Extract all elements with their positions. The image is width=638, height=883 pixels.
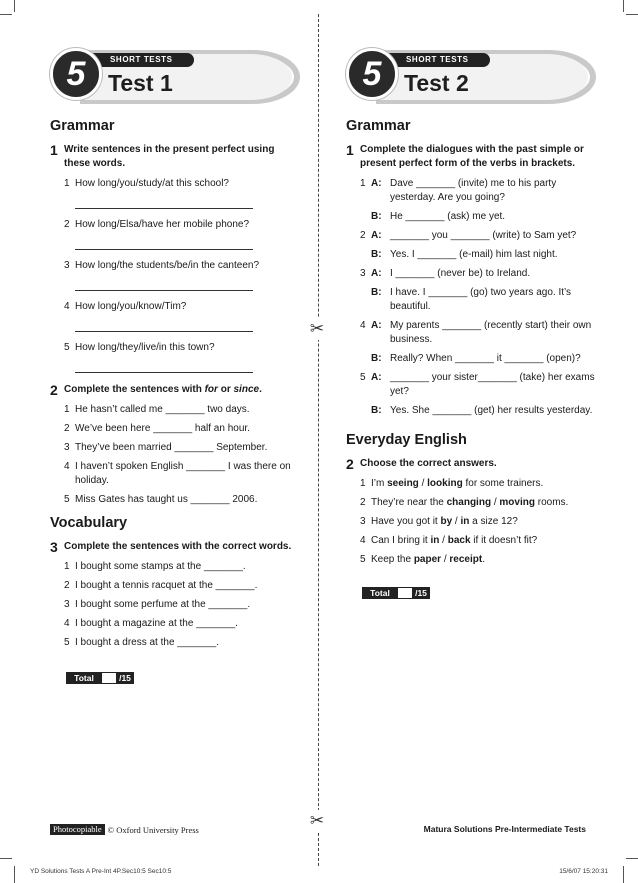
dialogue-line: B: Yes. She _______ (get) her results yesterday. bbox=[360, 404, 596, 418]
list-item: 3 How long/the students/be/in the canteen? bbox=[64, 259, 300, 295]
list-item: 4 I bought a magazine at the _______. bbox=[64, 617, 300, 631]
test-1-banner bbox=[50, 44, 300, 106]
exercise-1-instruction bbox=[346, 143, 596, 171]
instruction-text: Choose the correct answers. bbox=[360, 458, 497, 469]
exercise-3-items bbox=[50, 560, 300, 650]
exercise-2-instruction bbox=[346, 457, 596, 471]
answer-line[interactable] bbox=[75, 236, 253, 250]
total-score-box bbox=[362, 587, 596, 599]
question-text: They’ve been married _______ September. bbox=[75, 442, 268, 453]
option-a[interactable]: by bbox=[440, 516, 453, 527]
answer-line[interactable] bbox=[75, 195, 253, 209]
dialogue-line: 4 A: My parents _______ (recently start) their own business. bbox=[360, 319, 596, 347]
question-text: He hasn’t called me _______ two days. bbox=[75, 404, 250, 415]
dialogue-line: 3 A: I _______ (never be) to Ireland. bbox=[360, 267, 596, 281]
option-a[interactable]: paper bbox=[413, 554, 442, 565]
answer-line[interactable] bbox=[75, 318, 253, 332]
question-text: How long/they/live/in this town? bbox=[75, 342, 215, 353]
grammar-heading: Grammar bbox=[50, 118, 115, 134]
dialogue-line: 1 A: Dave _______ (invite) me to his party yesterday. Are you going? bbox=[360, 177, 596, 205]
exercise-2-instruction bbox=[50, 383, 300, 397]
test-1-column bbox=[50, 44, 300, 684]
list-item: 1 I’m seeing / looking for some trainers. bbox=[360, 477, 596, 491]
test-title: Test 1 bbox=[108, 70, 173, 96]
option-b[interactable]: back bbox=[447, 535, 471, 546]
question-text: I _______ (never be) to Ireland. bbox=[390, 268, 531, 279]
photocopiable-badge: Photocopiable bbox=[50, 824, 105, 835]
grammar-heading: Grammar bbox=[346, 118, 411, 134]
option-a[interactable]: changing bbox=[446, 497, 492, 508]
instruction-text: Complete the sentences with for or since. bbox=[64, 384, 262, 395]
cut-line bbox=[318, 14, 319, 866]
everyday-english-heading: Everyday English bbox=[346, 432, 467, 448]
exercise-3-instruction bbox=[50, 540, 300, 554]
exercise-number: 1 bbox=[50, 142, 58, 158]
total-label: Total bbox=[66, 672, 102, 684]
test-2-banner bbox=[346, 44, 596, 106]
list-item: 2 How long/Elsa/have her mobile phone? bbox=[64, 218, 300, 254]
exercise-number: 3 bbox=[50, 539, 58, 555]
question-text: Yes. I _______ (e-mail) him last night. bbox=[390, 249, 558, 260]
scissors-icon: ✂ bbox=[306, 810, 328, 832]
option-b[interactable]: receipt bbox=[449, 554, 483, 565]
vocabulary-heading: Vocabulary bbox=[50, 515, 128, 531]
question-text: I have. I _______ (go) two years ago. It’s beautiful. bbox=[390, 287, 572, 312]
question-text: I bought a tennis racquet at the _______. bbox=[75, 580, 258, 591]
question-text: My parents _______ (recently start) their own business. bbox=[390, 320, 592, 345]
crop-mark bbox=[626, 14, 638, 15]
list-item: 1 I bought some stamps at the _______. bbox=[64, 560, 300, 574]
test-2-column bbox=[346, 44, 596, 599]
list-item: 4 Can I bring it in / back if it doesn’t fit? bbox=[360, 534, 596, 548]
list-item: 3 Have you got it by / in a size 12? bbox=[360, 515, 596, 529]
option-b[interactable]: moving bbox=[499, 497, 535, 508]
question-text: I bought a magazine at the _______. bbox=[75, 618, 238, 629]
question-text: Miss Gates has taught us _______ 2006. bbox=[75, 494, 258, 505]
list-item: 2 We’ve been here _______ half an hour. bbox=[64, 422, 300, 436]
question-text: I haven’t spoken English _______ I was there on holiday. bbox=[75, 461, 291, 486]
exercise-2-items bbox=[346, 477, 596, 567]
question-text: _______ you _______ (write) to Sam yet? bbox=[390, 230, 577, 241]
question-text: _______ your sister_______ (take) her exams yet? bbox=[390, 372, 595, 397]
dialogue-line: 2 A: _______ you _______ (write) to Sam yet? bbox=[360, 229, 596, 243]
option-a[interactable]: in bbox=[430, 535, 440, 546]
crop-mark bbox=[0, 14, 12, 15]
dialogue-line: B: He _______ (ask) me yet. bbox=[360, 210, 596, 224]
answer-line[interactable] bbox=[75, 359, 253, 373]
question-text: I’m seeing / looking for some trainers. bbox=[371, 478, 544, 489]
instruction-text: Complete the sentences with the correct words. bbox=[64, 541, 292, 552]
crop-mark bbox=[623, 0, 624, 12]
print-slug-right: 15/6/07 15:20:31 bbox=[559, 868, 608, 875]
unit-number-badge: 5 bbox=[346, 48, 398, 100]
total-max: /15 bbox=[116, 672, 134, 684]
question-text: We’ve been here _______ half an hour. bbox=[75, 423, 250, 434]
question-text: I bought some perfume at the _______. bbox=[75, 599, 251, 610]
print-slug-left: YD Solutions Tests A Pre-Int 4P.Sec10:5 Sec10:5 bbox=[30, 868, 172, 875]
list-item: 5 Keep the paper / receipt. bbox=[360, 553, 596, 567]
dialogue-line: B: I have. I _______ (go) two years ago. It’s beautiful. bbox=[360, 286, 596, 314]
option-b[interactable]: looking bbox=[427, 478, 463, 489]
exercise-2-items bbox=[50, 403, 300, 507]
exercise-1-instruction bbox=[50, 143, 300, 171]
list-item: 3 I bought some perfume at the _______. bbox=[64, 598, 300, 612]
exercise-number: 1 bbox=[346, 142, 354, 158]
list-item: 1 He hasn’t called me _______ two days. bbox=[64, 403, 300, 417]
list-item: 5 How long/they/live/in this town? bbox=[64, 341, 300, 377]
option-b[interactable]: in bbox=[460, 516, 470, 527]
footer-book-title: Matura Solutions Pre-Intermediate Tests bbox=[423, 824, 586, 834]
crop-mark bbox=[14, 0, 15, 12]
question-text: How long/you/know/Tim? bbox=[75, 301, 187, 312]
short-tests-label: SHORT TESTS bbox=[384, 53, 490, 67]
short-tests-label: SHORT TESTS bbox=[88, 53, 194, 67]
question-text: How long/the students/be/in the canteen? bbox=[75, 260, 260, 271]
instruction-text: Write sentences in the present perfect using these words. bbox=[64, 144, 275, 169]
answer-line[interactable] bbox=[75, 277, 253, 291]
total-label: Total bbox=[362, 587, 398, 599]
list-item: 2 They’re near the changing / moving rooms. bbox=[360, 496, 596, 510]
question-text: I bought some stamps at the _______. bbox=[75, 561, 246, 572]
dialogue-line: 5 A: _______ your sister_______ (take) her exams yet? bbox=[360, 372, 595, 397]
total-max: /15 bbox=[412, 587, 430, 599]
dialogue-line: B: Really? When _______ it _______ (open)? bbox=[360, 352, 596, 366]
test-title: Test 2 bbox=[404, 70, 469, 96]
exercise-number: 2 bbox=[346, 456, 354, 472]
exercise-1-items bbox=[346, 177, 596, 418]
list-item: 3 They’ve been married _______ September. bbox=[64, 441, 300, 455]
total-score-field[interactable] bbox=[398, 587, 412, 599]
list-item: 2 I bought a tennis racquet at the _______. bbox=[64, 579, 300, 593]
total-score-field[interactable] bbox=[102, 672, 116, 684]
question-text: Can I bring it in / back if it doesn’t fit? bbox=[371, 535, 538, 546]
question-text: Have you got it by / in a size 12? bbox=[371, 516, 518, 527]
question-text: Dave _______ (invite) me to his party yesterday. Are you going? bbox=[390, 178, 557, 203]
total-score-box bbox=[66, 672, 300, 684]
crop-mark bbox=[14, 866, 15, 883]
option-a[interactable]: seeing bbox=[387, 478, 419, 489]
instruction-text: Complete the dialogues with the past simple or present perfect form of the verbs in brackets. bbox=[360, 144, 584, 169]
footer-copyright bbox=[50, 824, 199, 835]
exercise-number: 2 bbox=[50, 382, 58, 398]
question-text: How long/you/study/at this school? bbox=[75, 178, 229, 189]
scissors-icon: ✂ bbox=[306, 318, 328, 340]
question-text: Yes. She _______ (get) her results yesterday. bbox=[390, 405, 593, 416]
question-text: How long/Elsa/have her mobile phone? bbox=[75, 219, 249, 230]
question-text: Really? When _______ it _______ (open)? bbox=[390, 353, 581, 364]
crop-mark bbox=[626, 858, 638, 859]
question-text: I bought a dress at the _______. bbox=[75, 637, 219, 648]
list-item: 5 Miss Gates has taught us _______ 2006. bbox=[64, 493, 300, 507]
copyright-text: © Oxford University Press bbox=[107, 824, 199, 835]
question-text: He _______ (ask) me yet. bbox=[390, 211, 506, 222]
list-item: 4 How long/you/know/Tim? bbox=[64, 300, 300, 336]
question-text: Keep the paper / receipt. bbox=[371, 554, 485, 565]
crop-mark bbox=[623, 866, 624, 883]
list-item: 4 I haven’t spoken English _______ I was there on holiday. bbox=[64, 460, 300, 488]
exercise-1-items bbox=[50, 177, 300, 377]
crop-mark bbox=[0, 858, 12, 859]
question-text: They’re near the changing / moving rooms. bbox=[371, 497, 569, 508]
list-item: 1 How long/you/study/at this school? bbox=[64, 177, 300, 213]
dialogue-line: B: Yes. I _______ (e-mail) him last night. bbox=[360, 248, 596, 262]
unit-number-badge: 5 bbox=[50, 48, 102, 100]
list-item: 5 I bought a dress at the _______. bbox=[64, 636, 300, 650]
